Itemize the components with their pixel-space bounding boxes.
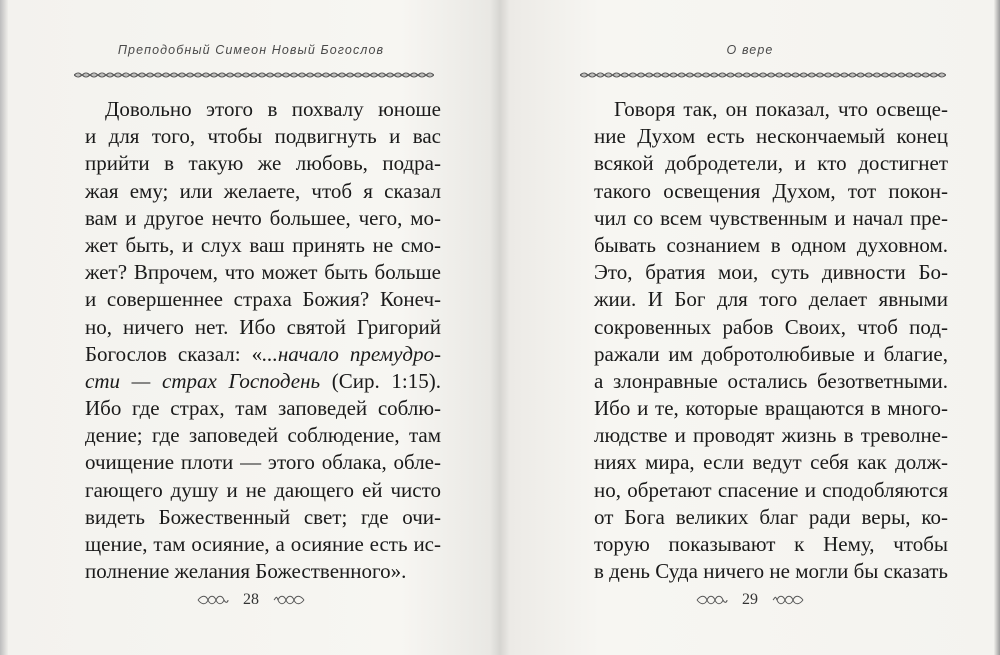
text-line: такого освещения Духом, тот покон- — [594, 178, 948, 203]
text-line: бывать сознанием в одном духовном. — [594, 232, 948, 257]
ornament-rule-left — [74, 70, 434, 80]
body-text-right — [594, 96, 948, 585]
text-line: щение, там осияние, а осияние есть ис- — [85, 532, 441, 556]
quote-italic: сти — страх Господень — [85, 368, 321, 393]
text-line: ние Духом есть нескончаемый конец — [594, 124, 948, 149]
page-number: 28 — [243, 591, 259, 609]
text-line: ниях мира, если ведут себя как долж- — [594, 450, 948, 475]
text-line: жет? Впрочем, что может быть больше — [85, 260, 441, 285]
text-fragment: Богослов сказал: « — [85, 341, 263, 366]
folio-left — [8, 591, 494, 609]
text-line: и для того, чтобы подвигнуть и вас — [85, 124, 441, 149]
text-line: Ибо и те, которые вращаются в много- — [594, 396, 948, 421]
text-line: людстве и проводят жизнь в треволне- — [594, 423, 948, 448]
text-line: но, обретают спасение и сподобляются — [594, 477, 948, 502]
page-number: 29 — [742, 591, 758, 609]
text-line: жая ему; или желаете, чтоб я сказал — [85, 178, 441, 203]
text-line: полнение желания Божественного». — [85, 559, 407, 584]
running-head-left: Преподобный Симеон Новый Богослов — [117, 43, 385, 57]
text-line: от Бога великих благ ради веры, ко- — [594, 504, 948, 529]
text-line: Это, братия мои, суть дивности Бо- — [594, 260, 948, 285]
text-line: но, ничего нет. Ибо святой Григорий — [85, 314, 441, 339]
text-line: жии. И Бог для того делает явными — [594, 287, 948, 312]
text-line: дение; где заповедей соблюдение, там — [85, 423, 441, 448]
text-line: прийти в такую же любовь, подра- — [85, 151, 441, 176]
text-line: а злонравные остались безответными. — [594, 368, 948, 393]
quote-italic: ...начало премудро- — [262, 341, 441, 366]
text-line: жет быть, и слух ваш принять не смо- — [85, 232, 441, 257]
book-edge-right — [994, 0, 1000, 655]
text-line: торую показывают к Нему, чтобы — [594, 532, 948, 556]
text-line — [85, 368, 441, 395]
text-line: сокровенных рабов Своих, чтоб под- — [594, 314, 948, 339]
text-line: Довольно этого в похвалу юноше — [105, 97, 441, 121]
text-line: и совершеннее страха Божия? Конеч- — [85, 287, 441, 312]
right-page — [506, 0, 994, 655]
text-line: очищение плоти — этого облака, обле- — [85, 450, 441, 475]
text-line: вам и другое нечто большее, чего, мо- — [85, 205, 441, 230]
text-line: всякой добродетели, и кто достигнет — [594, 151, 948, 176]
text-line: Говоря так, он показал, что освеще- — [614, 97, 948, 121]
body-text-left — [85, 96, 441, 585]
ornament-icon — [197, 595, 229, 605]
text-line: ражали им добротолюбивые и благие, — [594, 341, 948, 366]
text-line: Ибо где страх, там заповедей соблю- — [85, 396, 441, 421]
left-page — [8, 0, 494, 655]
text-line: чил со всем чувственным и начал пре- — [594, 205, 948, 230]
folio-right — [506, 591, 994, 609]
text-line: гающего душу и не дающего ей чисто — [85, 477, 441, 502]
book-edge-left — [0, 0, 8, 655]
text-line: в день Суда ничего не могли бы сказать — [594, 559, 948, 584]
ornament-icon — [273, 595, 305, 605]
text-line — [85, 341, 441, 368]
citation: (Сир. 1:15). — [320, 368, 441, 393]
ornament-icon — [696, 595, 728, 605]
text-line: видеть Божественный свет; где очи- — [85, 504, 441, 529]
running-head-right: О вере — [726, 43, 774, 57]
ornament-icon — [772, 595, 804, 605]
ornament-rule-right — [580, 70, 946, 80]
